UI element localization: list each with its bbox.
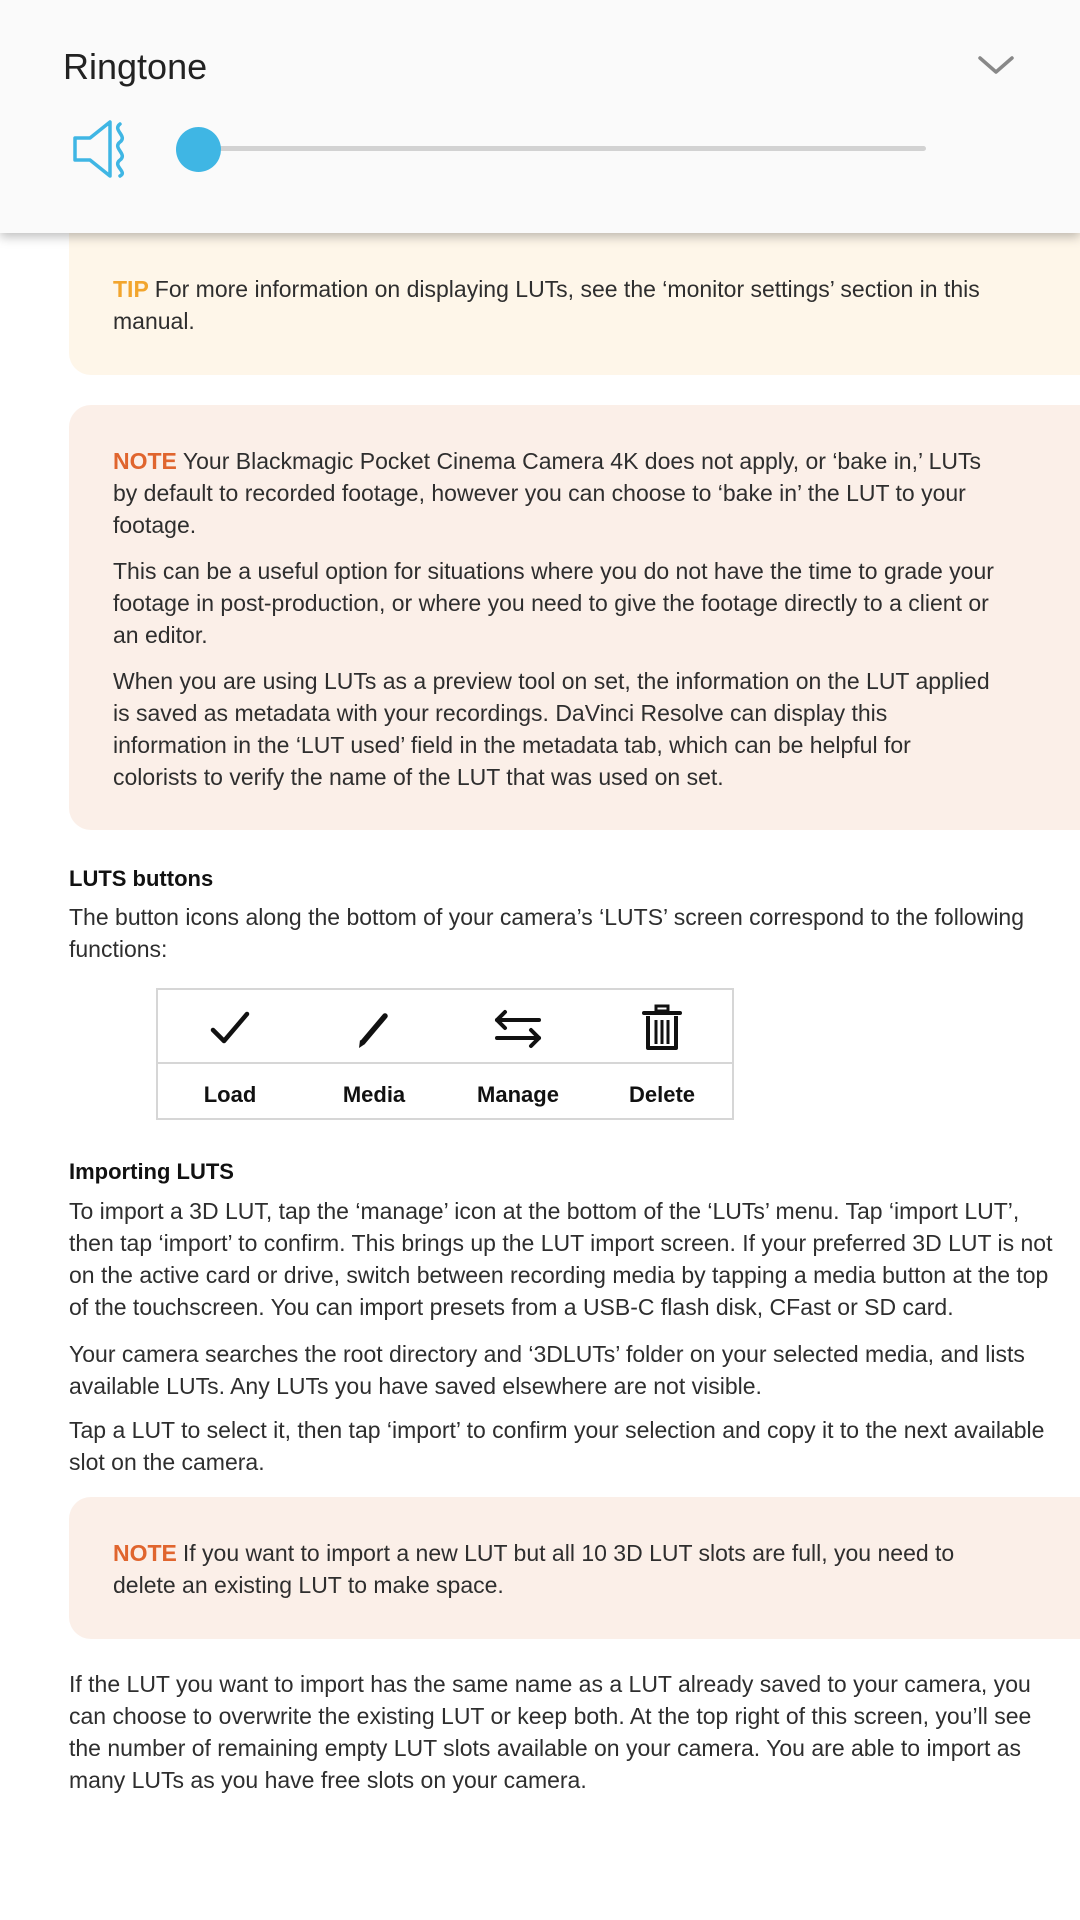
importing-luts-heading: Importing LUTS: [69, 1159, 234, 1184]
trash-icon: [637, 1004, 687, 1052]
lut-button-manage: [446, 990, 590, 1120]
lut-button-delete: [590, 990, 734, 1120]
tip-callout: [69, 233, 1080, 375]
lut-button-load: [158, 990, 302, 1120]
note-callout: [69, 405, 1080, 830]
luts-buttons-intro: The button icons along the bottom of your camera’s ‘LUTS’ screen correspond to the following functions:: [69, 904, 1025, 962]
slider-track[interactable]: [200, 146, 926, 151]
swap-arrows-icon: [493, 1004, 543, 1052]
tip-text: TIP For more information on displaying LUTs, see the ‘monitor settings’ section in this manual.: [113, 276, 980, 334]
note-callout: [69, 1497, 1080, 1639]
importing-paragraph: Tap a LUT to select it, then tap ‘import’ to confirm your selection and copy it to the next available slot on the camera.: [69, 1417, 1045, 1475]
note-label: NOTE: [113, 1540, 177, 1566]
note-text: NOTE Your Blackmagic Pocket Cinema Camera 4K does not apply, or ‘bake in,’ LUTs by default to recorded footage, however you can choose to ‘bake in’ the LUT to your footage.: [113, 448, 982, 538]
note-label: NOTE: [113, 448, 177, 474]
volume-panel: [0, 0, 1080, 233]
speaker-mute-icon[interactable]: [72, 118, 136, 180]
lut-buttons-table: [156, 988, 734, 1120]
note-text: NOTE If you want to import a new LUT but all 10 3D LUT slots are full, you need to delete an existing LUT to make space.: [113, 1540, 955, 1598]
lut-button-media: [302, 990, 446, 1120]
luts-buttons-heading: LUTS buttons: [69, 866, 214, 891]
lut-button-label: Media: [342, 1082, 406, 1107]
lut-button-label: Load: [203, 1082, 257, 1107]
note-paragraph: This can be a useful option for situations where you do not have the time to grade your footage in post-production, or where you need to give the footage directly to a client or an editor.: [113, 558, 994, 648]
volume-stream-title: Ringtone: [63, 46, 208, 87]
final-paragraph: If the LUT you want to import has the same name as a LUT already saved to your camera, you can choose to overwrite the existing LUT or keep both. At the top right of this screen, you’ll see the number of remaining empty LUT slots available on your camera. You are able to import as many LUTs as you have free slots on your camera.: [69, 1671, 1032, 1793]
note-paragraph: When you are using LUTs as a preview tool on set, the information on the LUT applied is saved as metadata with your recordings. DaVinci Resolve can display this information in the ‘LUT used’ field in the metadata tab, which can be helpful for colorists to verify the name of the LUT that was used on set.: [113, 668, 990, 790]
slider-thumb[interactable]: [176, 127, 221, 172]
chevron-down-icon[interactable]: [976, 50, 1016, 80]
pencil-icon: [349, 1004, 399, 1052]
lut-button-label: Manage: [477, 1082, 559, 1107]
volume-slider[interactable]: [176, 125, 926, 173]
tip-label: TIP: [113, 276, 149, 302]
importing-paragraph: To import a 3D LUT, tap the ‘manage’ icon at the bottom of the ‘LUTs’ menu. Tap ‘import LUT’, then tap ‘import’ to confirm. This brings up the LUT import screen. If your preferred 3D LUT is not on the active card or drive, switch between recording media by tapping a media button at the top of the touchscreen. You can import presets from a USB-C flash disk, CFast or SD card.: [69, 1198, 1053, 1320]
check-icon: [205, 1004, 255, 1052]
importing-paragraph: Your camera searches the root directory and ‘3DLUTs’ folder on your selected media, and lists available LUTs. Any LUTs you have saved elsewhere are not visible.: [69, 1341, 1025, 1399]
lut-button-label: Delete: [628, 1082, 696, 1107]
